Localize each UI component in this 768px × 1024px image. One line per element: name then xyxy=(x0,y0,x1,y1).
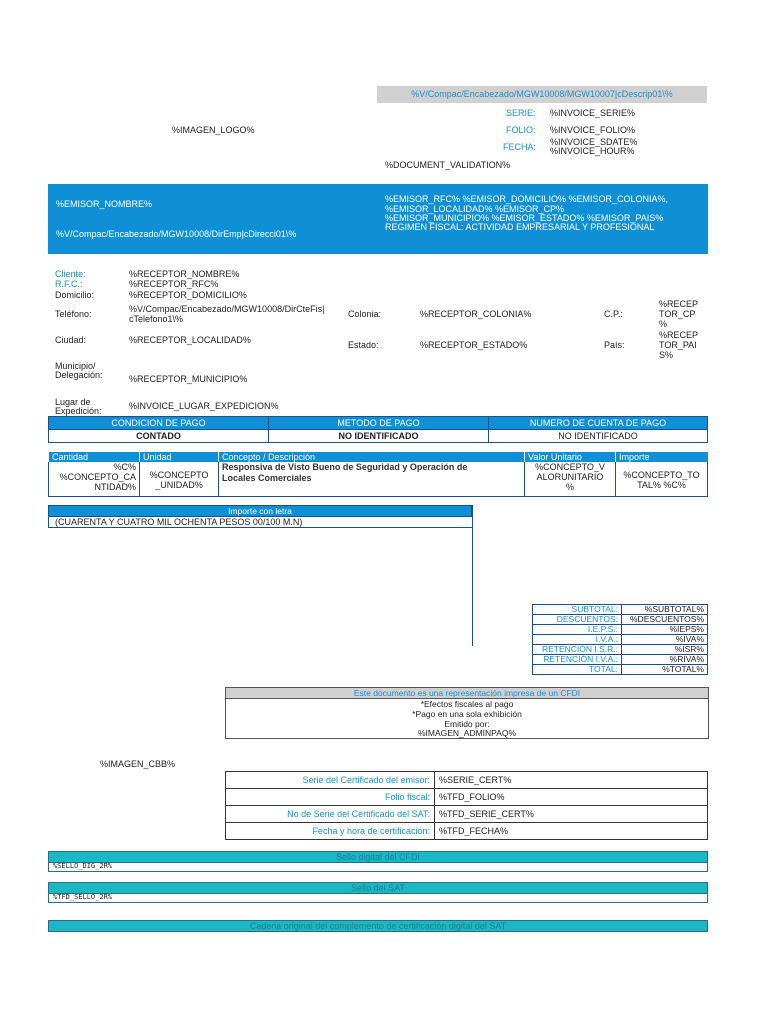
cp-value-3: % xyxy=(659,319,668,329)
pais-label: País: xyxy=(604,340,625,350)
payment-header-cuenta: NUMERO DE CUENTA DE PAGO xyxy=(489,417,708,430)
emisor-line4: REGIMEN FISCAL: ACTIVIDAD EMPRESARIAL Y PROFESIONAL xyxy=(385,222,655,232)
payment-value-cuenta: NO IDENTIFICADO xyxy=(489,430,708,443)
cert-serie-sat-label: No de Serie del Certificado del SAT: xyxy=(226,806,435,823)
cadena-original-header: Cadena original del complemento de certificación digital del SAT xyxy=(48,920,708,932)
domicilio-value: %RECEPTOR_DOMICILIO% xyxy=(129,290,247,300)
total-label: TOTAL: xyxy=(533,665,622,675)
ciudad-value: %RECEPTOR_LOCALIDAD% xyxy=(129,335,251,345)
telefono-value-1: %V/Compac/Encabezado/MGW10008/DirCteFis| xyxy=(129,304,325,314)
concept-row xyxy=(49,462,708,496)
cfdi-line-3: Emitido por: xyxy=(444,719,490,729)
total-row-ret-iva xyxy=(533,655,708,665)
concept-valor-2: ALORUNITARIO xyxy=(536,472,604,482)
colonia-value: %RECEPTOR_COLONIA% xyxy=(420,309,532,319)
folio-value: %INVOICE_FOLIO% xyxy=(550,125,636,135)
ciudad-label: Ciudad: xyxy=(55,335,87,345)
total-row-ieps xyxy=(533,625,708,635)
ret-isr-value: %ISR% xyxy=(622,645,708,655)
cp-label: C.P.: xyxy=(604,309,623,319)
domicilio-label: Domicilio: xyxy=(55,290,95,300)
concept-importe-2: TAL% %C% xyxy=(637,480,686,490)
iva-label: I.V.A.: xyxy=(533,635,622,645)
sello-sat-header: Sello del SAT xyxy=(48,882,708,894)
municipio-value: %RECEPTOR_MUNICIPIO% xyxy=(129,374,248,384)
concepts-header-descripcion: Concepto / Descripción xyxy=(219,452,525,462)
cliente-label: Cliente: xyxy=(55,269,86,279)
subtotal-value: %SUBTOTAL% xyxy=(622,605,708,615)
rfc-value: %RECEPTOR_RFC% xyxy=(129,279,219,289)
cert-row-folio xyxy=(226,789,708,806)
total-row-ret-isr xyxy=(533,645,708,655)
ret-iva-value: %RIVA% xyxy=(622,655,708,665)
total-row-iva xyxy=(533,635,708,645)
cert-row-serie xyxy=(226,772,708,789)
sello-cfdi-header: Sello digital del CFDI xyxy=(48,851,708,863)
cp-value-2: TOR_CP xyxy=(659,309,696,319)
ret-iva-label: RETENCIÓN I.V.A.: xyxy=(533,655,622,665)
concept-cantidad-1: %C% xyxy=(113,462,136,472)
ieps-label: I.E.P.S.: xyxy=(533,625,622,635)
importe-letra-box xyxy=(48,505,473,646)
cfdi-line-1: *Efectos fiscales al pago xyxy=(420,699,514,709)
cert-table xyxy=(225,771,708,840)
fecha-label: FECHA: xyxy=(503,142,537,152)
descuentos-value: %DESCUENTOS% xyxy=(622,615,708,625)
estado-value: %RECEPTOR_ESTADO% xyxy=(420,340,528,350)
sello-sat-value: %TFD_SELLO_2R% xyxy=(48,892,708,903)
concept-valor-3: % xyxy=(565,482,574,492)
municipio-label-1: Municipio/ xyxy=(55,361,96,371)
concepts-header-cantidad: Cantidad xyxy=(49,452,140,462)
total-row-total xyxy=(533,665,708,675)
fecha-value-hour: %INVOICE_HOUR% xyxy=(550,146,635,156)
subtotal-label: SUBTOTAL: xyxy=(533,605,622,615)
logo-placeholder: %IMAGEN_LOGO% xyxy=(172,125,255,135)
cliente-value: %RECEPTOR_NOMBRE% xyxy=(129,269,240,279)
emisor-line1: %EMISOR_RFC% %EMISOR_DOMICILIO% %EMISOR_COLONIA%, xyxy=(385,194,669,204)
concept-descripcion-2: Locales Comerciales xyxy=(222,473,312,483)
serie-value: %INVOICE_SERIE% xyxy=(550,108,636,118)
rfc-label: R.F.C.: xyxy=(55,279,83,289)
concept-unidad-2: _UNIDAD% xyxy=(155,480,203,490)
telefono-label: Teléfono: xyxy=(55,309,92,319)
concept-unidad xyxy=(140,462,219,496)
concept-cantidad xyxy=(49,462,140,496)
cert-serie-value: %SERIE_CERT% xyxy=(435,772,708,789)
pais-value-3: S% xyxy=(659,350,674,360)
importe-letra-value: (CUARENTA Y CUATRO MIL OCHENTA PESOS 00/100 M.N) xyxy=(48,517,472,528)
telefono-value-2: cTelefono1\% xyxy=(129,314,184,324)
ret-isr-label: RETENCIÓN I.S.R.: xyxy=(533,645,622,655)
emisor-line2: %EMISOR_LOCALIDAD% %EMISOR_CP% xyxy=(385,204,565,214)
payment-value-metodo: NO IDENTIFICADO xyxy=(269,430,489,443)
concept-cantidad-2: %CONCEPTO_CA xyxy=(59,472,136,482)
total-row-descuentos xyxy=(533,615,708,625)
cert-row-fecha xyxy=(226,823,708,840)
payment-value-condicion: CONTADO xyxy=(49,430,269,443)
importe-letra-header: Importe con letra xyxy=(48,505,472,517)
emisor-nombre: %EMISOR_NOMBRE% xyxy=(56,199,153,209)
payment-table xyxy=(48,416,708,443)
concepts-header-unidad: Unidad xyxy=(140,452,219,462)
folio-label: FOLIO: xyxy=(506,125,536,135)
concept-unidad-1: %CONCEPTO xyxy=(149,470,209,480)
cbb-image-placeholder: %IMAGEN_CBB% xyxy=(100,759,176,769)
concept-cantidad-3: NTIDAD% xyxy=(94,482,136,492)
serie-label: SERIE: xyxy=(506,108,536,118)
emisor-direccion: %V/Compac/Encabezado/MGW10008/DirEmp|cDirecci01\% xyxy=(56,229,297,239)
concept-descripcion-1: Responsiva de Visto Bueno de Seguridad y Operación de xyxy=(222,462,468,472)
fecha-value-date: %INVOICE_SDATE% xyxy=(550,137,638,147)
cert-fecha-label: Fecha y hora de certificación: xyxy=(226,823,435,840)
cfdi-line-2: *Pago en una sola exhibición xyxy=(412,709,522,719)
emisor-band xyxy=(48,184,708,254)
document-validation: %DOCUMENT_VALIDATION% xyxy=(385,160,511,170)
concepts-header-valor: Valor Unitario xyxy=(525,452,616,462)
municipio-label-2: Delegación: xyxy=(55,370,103,380)
total-value: %TOTAL% xyxy=(622,665,708,675)
totals-table xyxy=(532,604,708,675)
iva-value: %IVA% xyxy=(622,635,708,645)
cert-fecha-value: %TFD_FECHA% xyxy=(435,823,708,840)
colonia-label: Colonia: xyxy=(348,309,382,319)
cert-folio-value: %TFD_FOLIO% xyxy=(435,789,708,806)
cfdi-line-4: %IMAGEN_ADMINPAQ% xyxy=(417,728,517,738)
cert-serie-sat-value: %TFD_SERIE_CERT% xyxy=(435,806,708,823)
payment-header-condicion: CONDICION DE PAGO xyxy=(49,417,269,430)
lugar-label-1: Lugar de xyxy=(55,397,91,407)
descrip-header: %V/Compac/Encabezado/MGW10008/MGW10007|cDescrip01\% xyxy=(377,86,707,103)
ieps-value: %IEPS% xyxy=(622,625,708,635)
cert-folio-label: Folio fiscal: xyxy=(226,789,435,806)
descuentos-label: DESCUENTOS: xyxy=(533,615,622,625)
cp-value-1: %RECEP xyxy=(659,299,699,309)
concepts-table xyxy=(48,452,708,497)
concept-importe xyxy=(616,462,708,496)
concept-importe-1: %CONCEPTO_TO xyxy=(623,470,700,480)
emisor-line3: %EMISOR_MUNICIPIO% %EMISOR_ESTADO% %EMISOR_PAIS% xyxy=(385,213,664,223)
sello-cfdi-value: %SELLO_DIG_2R% xyxy=(48,861,708,872)
concepts-header-importe: Importe xyxy=(616,452,708,462)
cfdi-header: Este documento es una representación impresa de un CFDI xyxy=(226,688,708,699)
estado-label: Estado: xyxy=(348,340,379,350)
total-row-subtotal xyxy=(533,605,708,615)
concept-valor-1: %CONCEPTO_V xyxy=(535,462,605,472)
lugar-label-2: Expedición: xyxy=(55,406,102,416)
cfdi-box xyxy=(225,687,709,739)
cert-row-serie-sat xyxy=(226,806,708,823)
concept-valor xyxy=(525,462,616,496)
cert-serie-label: Serie del Certificado del emisor: xyxy=(226,772,435,789)
lugar-value: %INVOICE_LUGAR_EXPEDICION% xyxy=(129,401,279,411)
pais-value-1: %RECEP xyxy=(659,330,699,340)
concept-descripcion xyxy=(219,462,525,496)
pais-value-2: TOR_PAI xyxy=(659,340,697,350)
payment-header-metodo: METODO DE PAGO xyxy=(269,417,489,430)
